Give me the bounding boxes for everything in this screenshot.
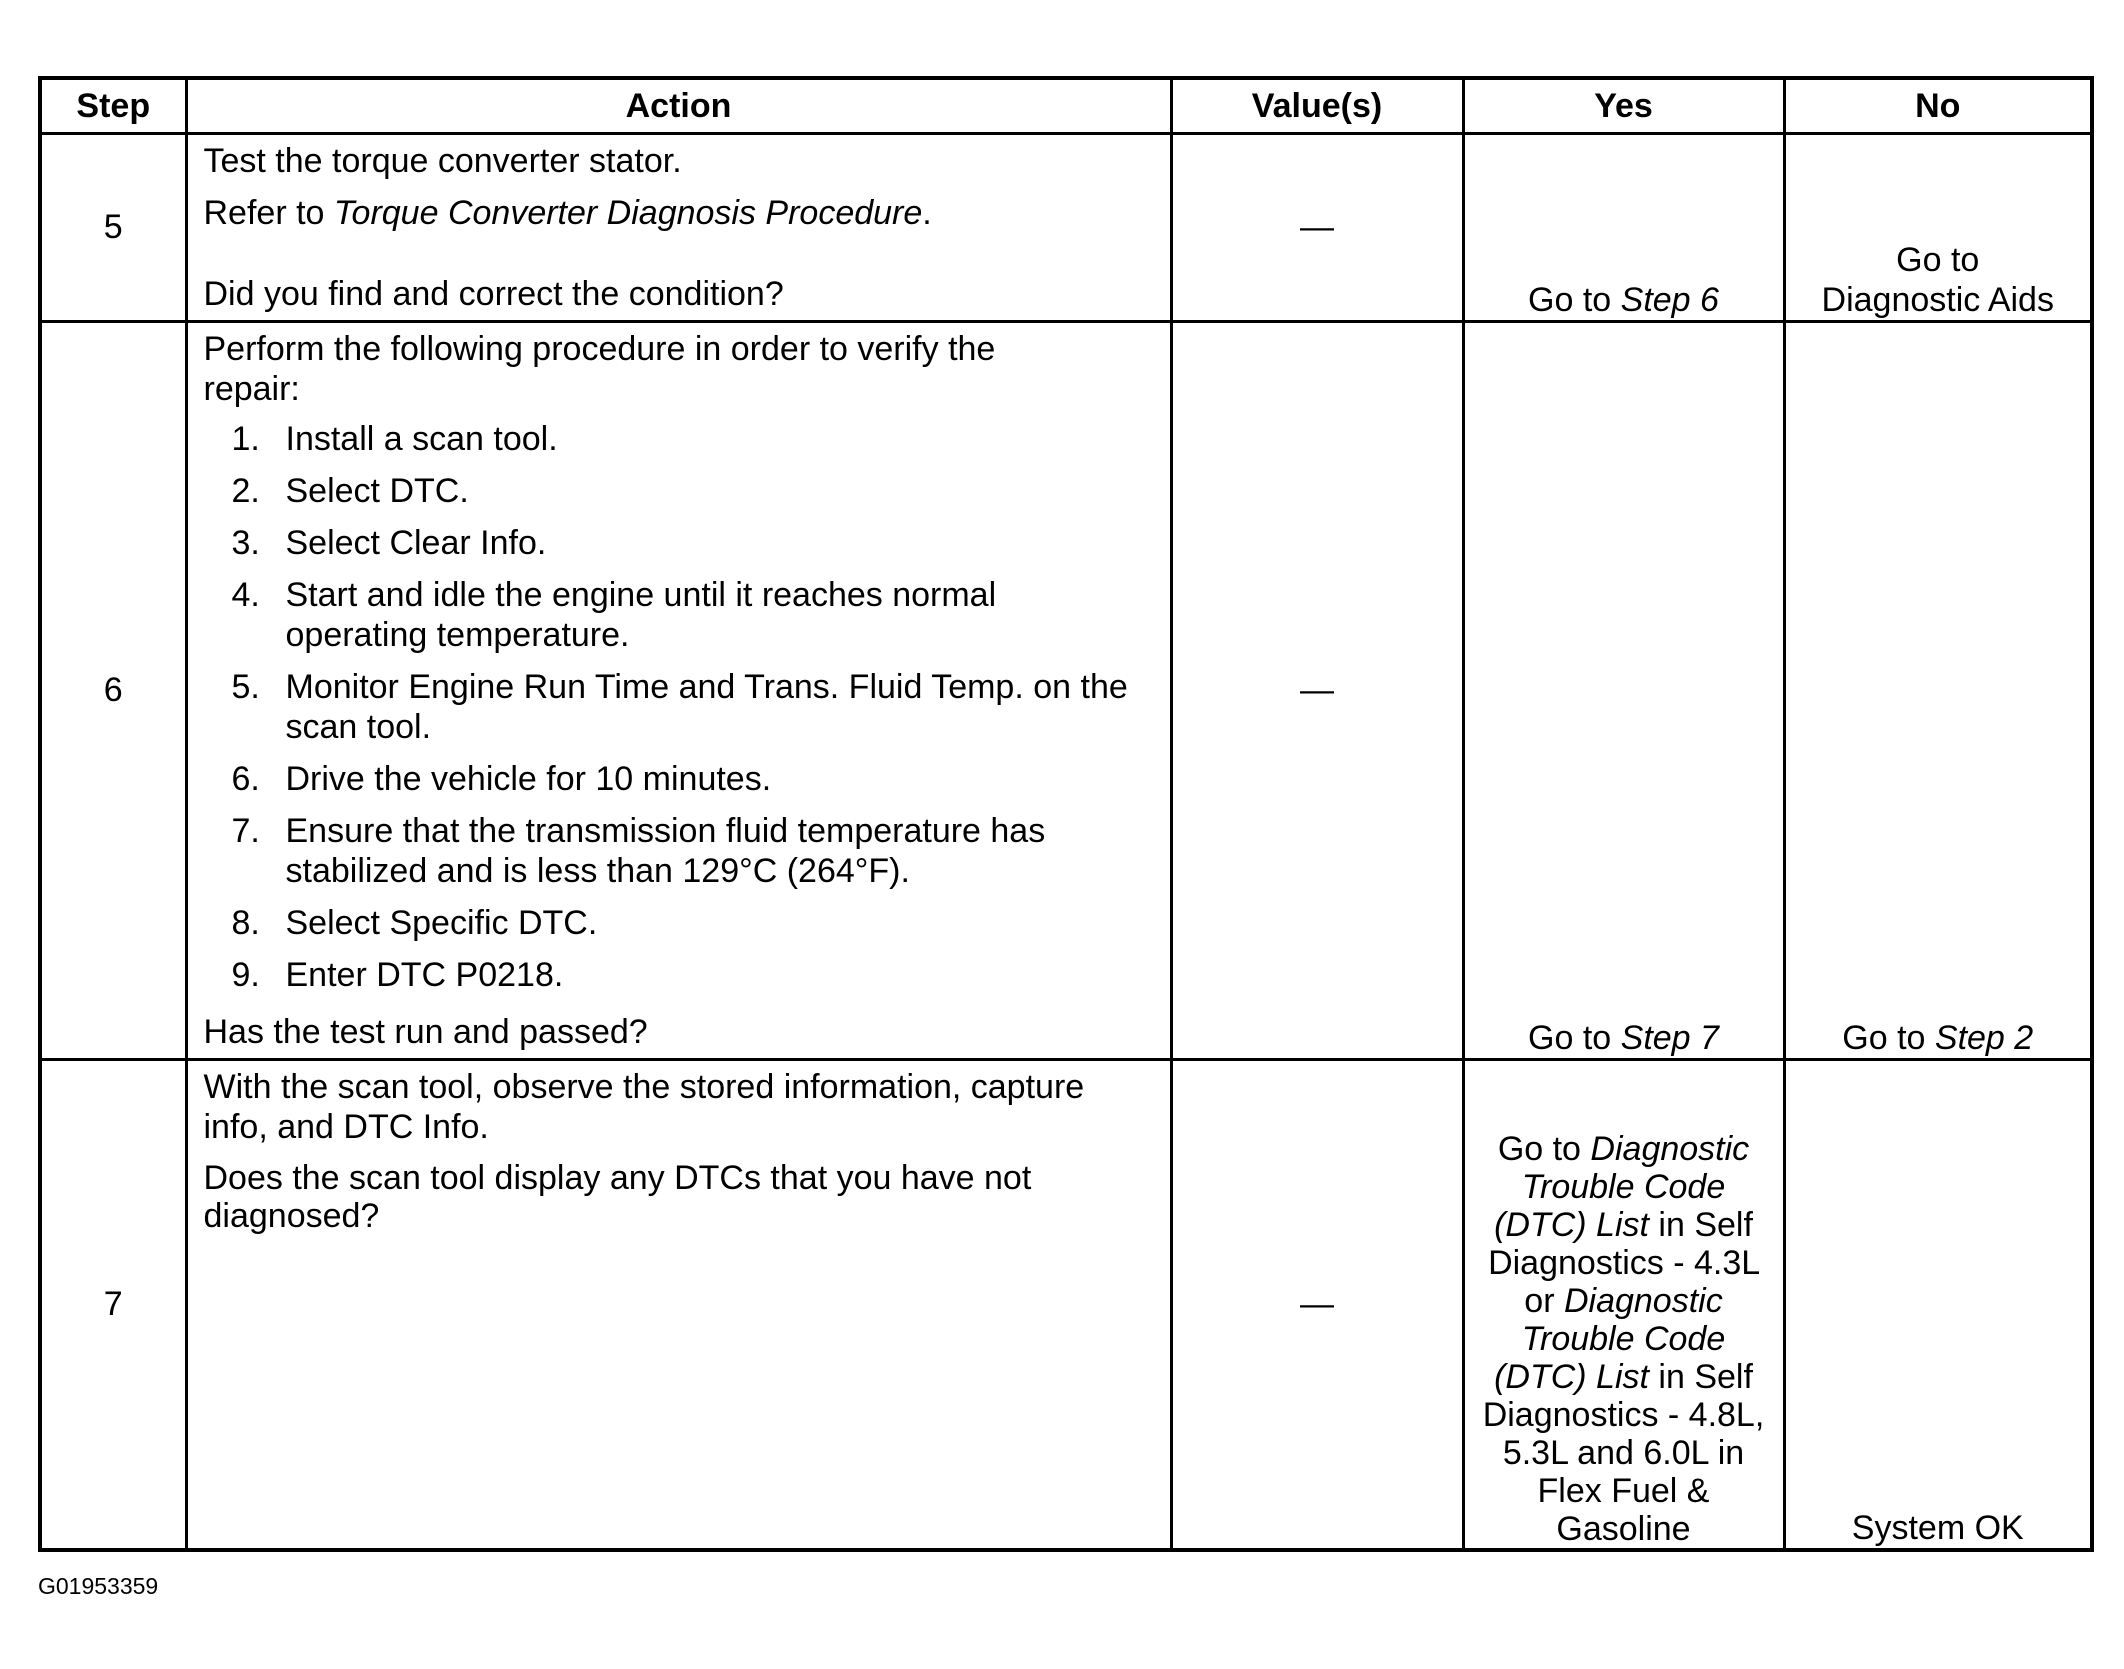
diagnostic-table xyxy=(38,76,2094,1552)
no-cell: Go to Step 2 xyxy=(1784,322,2092,1059)
procedure-reference: Torque Converter Diagnosis Procedure xyxy=(333,194,923,232)
list-item: 5. Monitor Engine Run Time and Trans. Fluid Temp. on the scan tool. xyxy=(231,668,1128,747)
step-number: 7 xyxy=(40,1059,186,1550)
list-item: 3. Select Clear Info. xyxy=(231,524,547,563)
dtc-list-reference: Diagnostic Trouble Code (DTC) List xyxy=(1494,1130,1750,1244)
header-values: Value(s) xyxy=(1171,78,1463,134)
table-row-step-5 xyxy=(40,134,2092,322)
dtc-list-reference: Diagnostic Trouble Code (DTC) List xyxy=(1494,1282,1726,1396)
action-cell xyxy=(186,134,1171,322)
step-number: 5 xyxy=(40,134,186,322)
header-row xyxy=(40,78,2092,134)
step-number: 6 xyxy=(40,322,186,1059)
list-item: 2. Select DTC. xyxy=(231,472,469,511)
list-item: 1. Install a scan tool. xyxy=(231,420,558,459)
list-item: 8. Select Specific DTC. xyxy=(231,904,598,943)
action-cell xyxy=(186,1059,1171,1550)
table-row-step-6 xyxy=(40,322,2092,1059)
question-text: Did you find and correct the condition? xyxy=(203,275,784,314)
value-cell: — xyxy=(1171,134,1463,322)
action-text: With the scan tool, observe the stored information, capture info, and DTC Info. xyxy=(203,1067,1085,1146)
header-step: Step xyxy=(40,78,186,134)
list-item: 6. Drive the vehicle for 10 minutes. xyxy=(231,760,772,799)
no-cell: Go to Diagnostic Aids xyxy=(1784,134,2092,322)
procedure-list xyxy=(204,419,1158,995)
action-cell xyxy=(186,322,1171,1059)
header-yes: Yes xyxy=(1463,78,1784,134)
header-no: No xyxy=(1784,78,2092,134)
question-text: Has the test run and passed? xyxy=(203,1012,648,1051)
list-item: 4. Start and idle the engine until it reaches normal operating temperature. xyxy=(231,576,997,655)
table-row-step-7 xyxy=(40,1059,2092,1550)
yes-cell: Go to Diagnostic Trouble Code (DTC) List in Self Diagnostics - 4.3L or Diagnostic Trouble Code (DTC) List in Self Diagnostics - 4.8L, 5.3L and 6.0L in Flex Fuel & Gasoline xyxy=(1463,1059,1784,1550)
value-cell: — xyxy=(1171,1059,1463,1550)
step-reference: Step 2 xyxy=(1934,1018,2034,1057)
value-cell: — xyxy=(1171,322,1463,1059)
header-action: Action xyxy=(186,78,1171,134)
yes-cell: Go to Step 7 xyxy=(1463,322,1784,1059)
no-cell: System OK xyxy=(1784,1059,2092,1550)
step-reference: Step 7 xyxy=(1620,1018,1719,1057)
list-item: 9. Enter DTC P0218. xyxy=(231,956,564,995)
intro-text: Perform the following procedure in order to verify the repair: xyxy=(203,330,996,409)
question-text: Does the scan tool display any DTCs that you have not diagnosed? xyxy=(203,1158,1032,1235)
yes-cell: Go to Step 6 xyxy=(1463,134,1784,322)
figure-id: G01953359 xyxy=(38,1573,159,1599)
action-text: Test the torque converter stator. xyxy=(203,142,682,180)
step-reference: Step 6 xyxy=(1620,281,1719,320)
list-item: 7. Ensure that the transmission fluid temperature has stabilized and is less than 129°C (264°F). xyxy=(231,812,1046,891)
refer-text: Refer to Torque Converter Diagnosis Procedure. xyxy=(203,194,932,232)
